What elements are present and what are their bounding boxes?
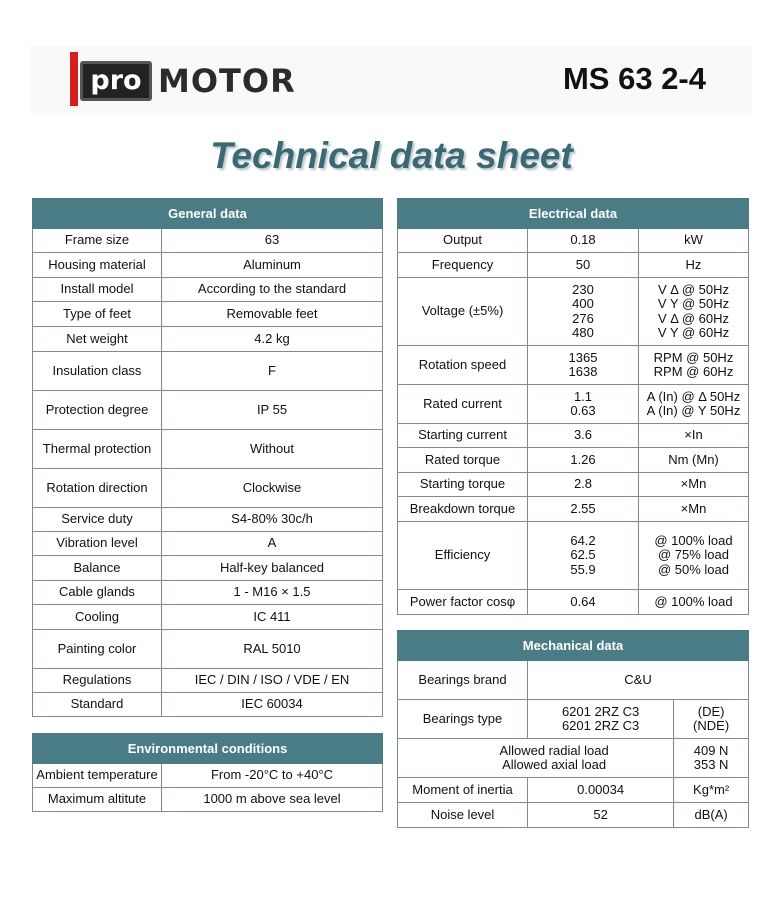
- table-row: [33, 630, 383, 669]
- efficiency-value: 62.5: [570, 547, 596, 563]
- inertia-label: Moment of inertia: [398, 778, 528, 803]
- noise-unit: dB(A): [674, 803, 749, 828]
- rotation-speed-label: Rotation speed: [398, 346, 528, 385]
- table-row: [33, 532, 383, 556]
- rated-current-value: 1.1: [573, 388, 593, 404]
- pro-motor-logo: [70, 52, 310, 106]
- table-row: [33, 669, 383, 693]
- noise-label: Noise level: [398, 803, 528, 828]
- efficiency-units: [639, 522, 749, 590]
- table-row: [398, 739, 749, 778]
- logo-accent-bar: [70, 52, 78, 106]
- axial-load-value: 353 N: [693, 757, 729, 772]
- starting-current-unit: ×In: [639, 424, 749, 448]
- starting-current-label: Starting current: [398, 424, 528, 448]
- row-value: IEC 60034: [162, 693, 383, 717]
- voltage-unit: V Y @ 50Hz: [657, 296, 730, 311]
- voltage-value: 276: [572, 310, 594, 326]
- table-row: [398, 803, 749, 828]
- rated-current-values: [528, 385, 639, 424]
- table-row: [33, 430, 383, 469]
- row-value: 4.2 kg: [162, 327, 383, 352]
- starting-torque-unit: ×Mn: [639, 473, 749, 497]
- rotation-speed-unit: RPM @ 50Hz: [653, 349, 734, 365]
- model-name: MS 63 2-4: [562, 61, 706, 96]
- starting-torque-value: 2.8: [528, 473, 639, 497]
- rotation-speed-value: 1638: [568, 364, 598, 379]
- page-title: Technical data sheet: [210, 135, 573, 176]
- table-row: [33, 693, 383, 717]
- table-row: [33, 229, 383, 253]
- rated-torque-unit: Nm (Mn): [639, 448, 749, 473]
- table-row: [398, 253, 749, 278]
- table-row: [398, 346, 749, 385]
- rated-current-units: [639, 385, 749, 424]
- rated-torque-label: Rated torque: [398, 448, 528, 473]
- table-row: [33, 391, 383, 430]
- table-row: [33, 556, 383, 581]
- axial-load-label: Allowed axial load: [502, 757, 607, 772]
- row-value: 1 - M16 × 1.5: [162, 581, 383, 605]
- bearings-brand-label: Bearings brand: [398, 661, 528, 700]
- row-value: Half-key balanced: [162, 556, 383, 581]
- table-row: [398, 661, 749, 700]
- power-factor-unit: @ 100% load: [639, 590, 749, 615]
- voltage-unit: V Δ @ 50Hz: [657, 281, 730, 297]
- rated-current-value: 0.63: [570, 403, 596, 418]
- voltage-value: 480: [572, 325, 594, 340]
- table-row: [398, 778, 749, 803]
- efficiency-unit: @ 100% load: [654, 532, 733, 548]
- rotation-speed-units: [639, 346, 749, 385]
- table-row: [398, 448, 749, 473]
- environmental-conditions-table: [32, 733, 383, 812]
- electrical-data-table: [397, 198, 749, 615]
- bearings-type-unit: (NDE): [693, 718, 730, 733]
- bearings-type-value: 6201 2RZ C3: [561, 718, 640, 733]
- bearings-type-unit: (DE): [697, 703, 725, 719]
- logo-text: MOTOR: [158, 62, 296, 100]
- row-label: Cable glands: [33, 581, 162, 605]
- voltage-units: [639, 278, 749, 346]
- bearings-type-label: Bearings type: [398, 700, 528, 739]
- logo-box: pro: [80, 61, 152, 101]
- table-row: [398, 497, 749, 522]
- row-label: Maximum altitute: [33, 788, 162, 812]
- row-value: Aluminum: [162, 253, 383, 278]
- voltage-value: 400: [572, 296, 594, 311]
- output-unit: kW: [639, 229, 749, 253]
- radial-load-label: Allowed radial load: [499, 742, 609, 758]
- table-row: [398, 590, 749, 615]
- row-label: Net weight: [33, 327, 162, 352]
- table-row: [33, 352, 383, 391]
- row-value: S4-80% 30c/h: [162, 508, 383, 532]
- frequency-label: Frequency: [398, 253, 528, 278]
- efficiency-value: 55.9: [570, 561, 596, 577]
- row-label: Regulations: [33, 669, 162, 693]
- starting-torque-label: Starting torque: [398, 473, 528, 497]
- radial-load-value: 409 N: [693, 742, 729, 758]
- bearings-type-units: [674, 700, 749, 739]
- table-row: [398, 229, 749, 253]
- frequency-value: 50: [528, 253, 639, 278]
- table-row: [33, 764, 383, 788]
- loads-labels: [398, 739, 674, 778]
- mechanical-data-heading: Mechanical data: [398, 631, 749, 661]
- environmental-conditions-heading: Environmental conditions: [33, 734, 383, 764]
- row-label: Protection degree: [33, 391, 162, 430]
- frequency-unit: Hz: [639, 253, 749, 278]
- noise-value: 52: [528, 803, 674, 828]
- voltage-unit: V Δ @ 60Hz: [657, 310, 730, 326]
- table-row: [33, 327, 383, 352]
- table-row: [33, 508, 383, 532]
- rated-current-unit: A (In) @ Y 50Hz: [646, 403, 741, 418]
- row-value: RAL 5010: [162, 630, 383, 669]
- header-banner: [30, 45, 752, 113]
- output-value: 0.18: [528, 229, 639, 253]
- row-label: Housing material: [33, 253, 162, 278]
- bearings-type-value: 6201 2RZ C3: [561, 703, 640, 719]
- breakdown-torque-label: Breakdown torque: [398, 497, 528, 522]
- general-data-heading: General data: [33, 199, 383, 229]
- power-factor-value: 0.64: [528, 590, 639, 615]
- row-value: Without: [162, 430, 383, 469]
- row-value: Clockwise: [162, 469, 383, 508]
- inertia-value: 0.00034: [528, 778, 674, 803]
- table-row: [398, 473, 749, 497]
- rotation-speed-value: 1365: [568, 349, 598, 365]
- breakdown-torque-value: 2.55: [528, 497, 639, 522]
- row-label: Vibration level: [33, 532, 162, 556]
- row-label: Thermal protection: [33, 430, 162, 469]
- row-value: F: [162, 352, 383, 391]
- power-factor-label: Power factor cosφ: [398, 590, 528, 615]
- row-label: Rotation direction: [33, 469, 162, 508]
- table-row: [33, 253, 383, 278]
- rotation-speed-values: [528, 346, 639, 385]
- general-data-table: [32, 198, 383, 717]
- table-row: [398, 700, 749, 739]
- table-row: [33, 278, 383, 302]
- voltage-values: [528, 278, 639, 346]
- rotation-speed-unit: RPM @ 60Hz: [653, 364, 734, 379]
- row-label: Ambient temperature: [33, 764, 162, 788]
- mechanical-data-table: [397, 630, 749, 828]
- row-value: 1000 m above sea level: [162, 788, 383, 812]
- row-label: Painting color: [33, 630, 162, 669]
- table-row: [33, 788, 383, 812]
- row-label: Frame size: [33, 229, 162, 253]
- rated-torque-value: 1.26: [528, 448, 639, 473]
- efficiency-unit: @ 75% load: [657, 547, 730, 563]
- row-label: Service duty: [33, 508, 162, 532]
- table-row: [33, 605, 383, 630]
- row-value: 63: [162, 229, 383, 253]
- bearings-type-values: [528, 700, 674, 739]
- row-label: Type of feet: [33, 302, 162, 327]
- row-value: According to the standard: [162, 278, 383, 302]
- row-value: IEC / DIN / ISO / VDE / EN: [162, 669, 383, 693]
- inertia-unit: Kg*m²: [674, 778, 749, 803]
- row-value: Removable feet: [162, 302, 383, 327]
- row-label: Insulation class: [33, 352, 162, 391]
- row-label: Install model: [33, 278, 162, 302]
- rated-current-unit: A (In) @ Δ 50Hz: [646, 388, 741, 404]
- voltage-value: 230: [572, 281, 594, 297]
- efficiency-value: 64.2: [570, 532, 596, 548]
- row-value: IC 411: [162, 605, 383, 630]
- table-row: [398, 385, 749, 424]
- table-row: [398, 424, 749, 448]
- efficiency-label: Efficiency: [398, 522, 528, 590]
- output-label: Output: [398, 229, 528, 253]
- electrical-data-heading: Electrical data: [398, 199, 749, 229]
- table-row: [398, 522, 749, 590]
- voltage-label: Voltage (±5%): [398, 278, 528, 346]
- efficiency-values: [528, 522, 639, 590]
- table-row: [33, 302, 383, 327]
- row-value: A: [162, 532, 383, 556]
- row-label: Cooling: [33, 605, 162, 630]
- row-value: IP 55: [162, 391, 383, 430]
- row-value: From -20°C to +40°C: [162, 764, 383, 788]
- table-row: [398, 278, 749, 346]
- rated-current-label: Rated current: [398, 385, 528, 424]
- table-row: [33, 581, 383, 605]
- breakdown-torque-unit: ×Mn: [639, 497, 749, 522]
- bearings-brand-value: C&U: [528, 661, 749, 700]
- voltage-unit: V Y @ 60Hz: [657, 325, 730, 340]
- starting-current-value: 3.6: [528, 424, 639, 448]
- table-row: [33, 469, 383, 508]
- row-label: Standard: [33, 693, 162, 717]
- row-label: Balance: [33, 556, 162, 581]
- loads-values: [674, 739, 749, 778]
- efficiency-unit: @ 50% load: [657, 561, 730, 577]
